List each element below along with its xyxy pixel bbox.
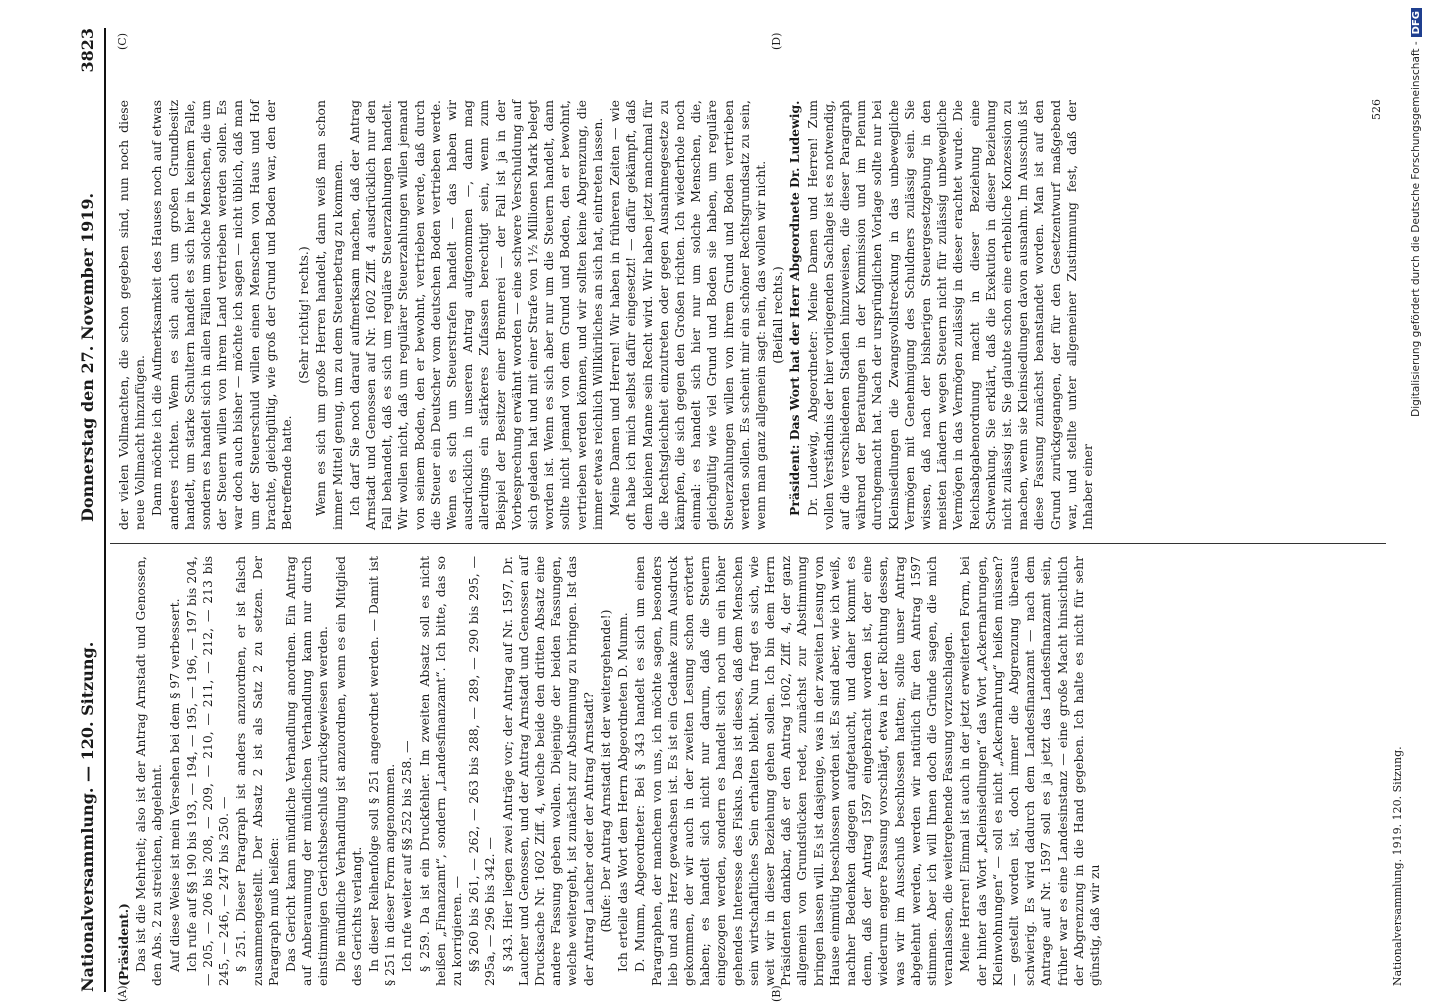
page-header: [70, 28, 106, 992]
paragraph: § 251. Dieser Paragraph ist anders anzuordnen, er ist falsch zusammengestellt. Der Absatz 2 ist als Satz 2 zu setzen. Der Paragraph muß heißen:: [233, 556, 281, 986]
interjection: (Rufe: Der Antrag Arnstadt ist der weitergehende!): [597, 609, 613, 933]
page-footer: Nationalversammlung. 1919. 120. Sitzung.: [1391, 746, 1404, 986]
paragraph: Ich erteile das Wort dem Herrn Abgeordneten D. Mumm.: [615, 612, 631, 972]
speech-mumm: D. Mumm, Abgeordneter: Bei § 343 handelt es sich um einen Paragraphen, der manchem von uns, ich möchte sagen, besonders lieb und ans Herz gewachsen ist. Es ist ein Gedanke zum Ausdruck gekommen, der wir auch in der zweiten Lesung schon erörtert haben; es handelt sich nicht nur darum, daß die Steuern eingezogen werden, sondern es handelt sich noch um ein höher gehendes Interesse des Fiskus. Das ist dieses, daß dem Menschen sein wirtschaftliches Sein erhalten bleibt. Nun fragt es sich, wie weit wir in dieser Beziehung gehen sollen. Ich bin dem Herrn Präsidenten dankbar, daß er den Antrag 1602, Ziff. 4, der ganz allgemein von Grundstücken redet, zunächst zur Abstimmung bringen lassen will. Es ist dasjenige, was in der zweiten Lesung von Hause einmütig beschlossen worden ist. Es sind aber, wie ich weiß, nachher Bedenken dagegen aufgetaucht, und daher kommt es denn, daß der Antrag 1597 eingebracht worden ist, der eine wiederum engere Fassung vorschlägt, etwa in der Richtung dessen, was wir im Ausschuß beschlossen hatten; sollte unser Antrag abgelehnt werden, werden wir natürlich für den Antrag 1597 stimmen. Aber ich will Ihnen doch die Gründe sagen, die mich veranlassen, die weitergehende Fassung vorzuschlagen.: [632, 556, 956, 986]
paragraph: Meine Damen und Herren! Wir haben in früheren Zeiten — wie oft habe ich mich selbst dafür eingesetzt! — dafür gekämpft, daß dem kleinen Manne sein Recht wird. Wir haben jetzt manchmal für die Rechtsgleichheit einzutreten oder gegen Ausnahmegesetze zu kämpfen, die sich gegen den Großen richten. Ich wiederhole noch einmal: es handelt sich hier nur um solche Menschen, die, gleichgültig wie viel Grund und Boden sie haben, um reguläre Steuerzahlungen willen von ihrem Grund und Boden vertrieben werden sollen. Es scheint mir ein schöner Rechtsgrundsatz zu sein, wenn man ganz allgemein sagt: nein, das wollen wir nicht.: [607, 100, 768, 530]
margin-mark-b: (B): [770, 985, 783, 1002]
paragraph: Meine Herren! Einmal ist auch in der jetzt erweiterten Form, bei der hinter das Wort „Kleinsiedlungen“ das Wort „Ackernahrungen, Kleinwohnungen“ — soll es nicht „Ackernahrung“ heißen müssen? — gestellt worden ist, doch immer die Abgrenzung überaus schwierig. Es wird dadurch dem Landesfinanzamt — nach dem Antrage auf Nr. 1597 soll es ja jetzt das Landesfinanzamt sein, früher war es eine Landesinstanz — eine große Macht hinsichtlich der Abgrenzung in die Hand gegeben. Ich halte es nicht für sehr günstig, daß wir zu: [957, 556, 1102, 986]
paragraph: Das Gericht kann mündliche Verhandlung anordnen. Ein Antrag auf Anberaumung der mündlichen Verhandlung kann nur durch einstimmigen Gerichtsbeschluß zurückgewiesen werden.: [283, 556, 331, 986]
paragraph: Wenn es sich um große Herren handelt, dann weiß man schon immer Mittel genug, um zu dem Steuerbetrag zu kommen.: [313, 100, 345, 530]
speaker-label: (Präsident.): [116, 903, 131, 986]
margin-mark-a: (A): [116, 985, 129, 1002]
paragraph: Das ist die Mehrheit; also ist der Antrag Arnstadt und Genossen, den Abs. 2 zu streichen, abgelehnt.: [133, 556, 165, 986]
paragraph: Ich rufe auf §§ 190 bis 193, — 194, — 195, — 196, — 197 bis 204, — 205, — 206 bis 208, — 209, — 210, — 211, — 212, — 213 bis 245, — 246, — 247 bis 250. —: [183, 556, 232, 986]
header-left: Nationalversammlung. — 120. Sitzung.: [78, 641, 97, 992]
digitization-note: [1410, 8, 1428, 998]
margin-mark-d: (D): [770, 32, 783, 50]
paragraph: Ich darf Sie noch darauf aufmerksam machen, daß der Antrag Arnstadt und Genossen auf Nr. 1602 Ziff. 4 ausdrücklich nur den Fall behandelt, daß es sich um reguläre Steuerzahlungen handelt. Wir wollen nicht, daß um regulärer Steuerzahlungen willen jemand von seinem Boden, den er bewohnt, vertrieben werde, daß durch die Steuer ein Deutscher vom deutschen Boden vertrieben werde. Wenn es sich um Steuerstrafen handelt — das haben wir ausdrücklich in unseren Antrag aufgenommen —, dann mag allerdings ein stärkeres Zufassen berechtigt sein, wenn zum Beispiel der Besitzer einer Brennerei — der Fall ist ja in der Vorbesprechung erwähnt worden — eine schwere Verschuldung auf sich geladen hat und mit einer Strafe von 1½ Millionen Mark belegt worden ist. Wenn es sich aber nur um die Steuern handelt, dann sollte nicht jemand von dem Grund und Boden, den er bewohnt, vertrieben werden können, und wir sollten keine Abgrenzung, die immer etwas reichlich Willkürliches an sich hat, eintreten lassen.: [346, 100, 605, 530]
paragraph: Dann möchte ich die Aufmerksamkeit des Hauses noch auf etwas anderes richten. Wenn es sich auch um großen Grundbesitz handelt, um starke Schultern handelt es sich hier in keinem Falle, sondern es handelt sich in allen Fällen um solche Menschen, die um der Steuern willen von ihrem Land vertrieben werden sollen. Es war doch auch bisher — möchte ich sagen — nicht üblich, daß man um der Steuerschuld willen einen Menschen von Haus und Hof brachte, gleichgültig, wie groß der Grund und Boden war, den der Betreffende hatte.: [149, 100, 295, 530]
paragraph: Auf diese Weise ist mein Versehen bei dem § 97 verbessert.: [166, 598, 182, 972]
signature-mark: 526: [1370, 99, 1383, 120]
paragraph: § 343. Hier liegen zwei Anträge vor; der Antrag auf Nr. 1597, Dr. Laucher und Genossen, und der Antrag Arnstadt und Genossen auf Drucksache Nr. 1602 Ziff. 4, welche beide den dritten Absatz eine andere Fassung geben wollen. Diejenige der beiden Fassungen, welche weitergeht, ist zunächst zur Abstimmung zu bringen. Ist das der Antrag Laucher oder der Antrag Arnstadt?: [499, 556, 596, 986]
interjection: (Sehr richtig! rechts.): [296, 246, 312, 384]
digitization-text: Digitalisierung gefördert durch die Deutsche Forschungsgemeinschaft -: [1410, 41, 1422, 417]
column-divider: [110, 543, 1386, 544]
president-statement: Präsident: Das Wort hat der Herr Abgeordnete Dr. Ludewig.: [787, 100, 803, 516]
dfg-logo: DFG: [1411, 8, 1422, 37]
margin-mark-c: (C): [116, 33, 129, 50]
interjection: (Beifall rechts.): [770, 266, 786, 364]
paragraph: Ich rufe weiter auf §§ 252 bis 258. —: [399, 740, 415, 972]
paragraph: der vielen Vollmachten, die schon gegeben sind, nun noch diese neue Vollmacht hinzufügen.: [116, 100, 148, 530]
left-column: [116, 556, 1104, 986]
speech-ludewig: Dr. Ludewig, Abgeordneter: Meine Damen und Herren! Zum vollen Verständnis der hier vorliegenden Sachlage ist es notwendig, auf die verschiedenen Stadien hinzuweisen, die dieser Paragraph während der Beratungen in der Kommission und im Plenum durchgemacht hat. Nach der ursprünglichen Vorlage sollte nur bei Kleinsiedlungen die Zwangsvollstreckung in das unbewegliche Vermögen mit Genehmigung des Schuldners zulässig sein. Sie wissen, daß nach der bisherigen Steuergesetzgebung in den meisten Ländern wegen Steuern nicht für zulässig unbewegliche Vermögen in das Vermögen zulässig in dieser erachtet wurde. Die Reichsabgabenordnung macht in dieser Beziehung eine Schwenkung. Sie erklärt, daß die Exekution in dieser Beziehung nicht zulässig ist. Sie glaubte schon eine erhebliche Konzession zu machen, wenn sie Kleinsiedlungen davon ausnahm. Im Ausschuß ist diese Fassung zunächst beanstandet worden. Man ist auf den Grund zurückgegangen, der für den Gesetzentwurf maßgebend war, und stellte unter allgemeiner Zustimmung fest, daß der Inhaber einer: [804, 100, 1095, 530]
right-column: [116, 100, 1097, 530]
paragraph: In dieser Reihenfolge soll § 251 angeordnet werden. — Damit ist § 251 in dieser Form angenommen.: [366, 556, 398, 986]
paragraph: Die mündliche Verhandlung ist anzuordnen, wenn es ein Mitglied des Gerichts verlangt.: [332, 556, 364, 986]
side-note: [1410, 8, 1428, 998]
scanned-page: [70, 20, 1410, 1000]
page-number: 3823: [78, 28, 97, 73]
paragraph: § 259. Da ist ein Druckfehler. Im zweiten Absatz soll es nicht heißen „Finanzamt“, sondern „Landesfinanzamt“. Ich bitte, das so zu korrigieren. —: [416, 556, 465, 986]
header-date: Donnerstag den 27. November 1919.: [78, 192, 97, 522]
paragraph: §§ 260 bis 261, — 262, — 263 bis 288, — 289, — 290 bis 295, — 295a, — 296 bis 342. —: [466, 556, 498, 986]
